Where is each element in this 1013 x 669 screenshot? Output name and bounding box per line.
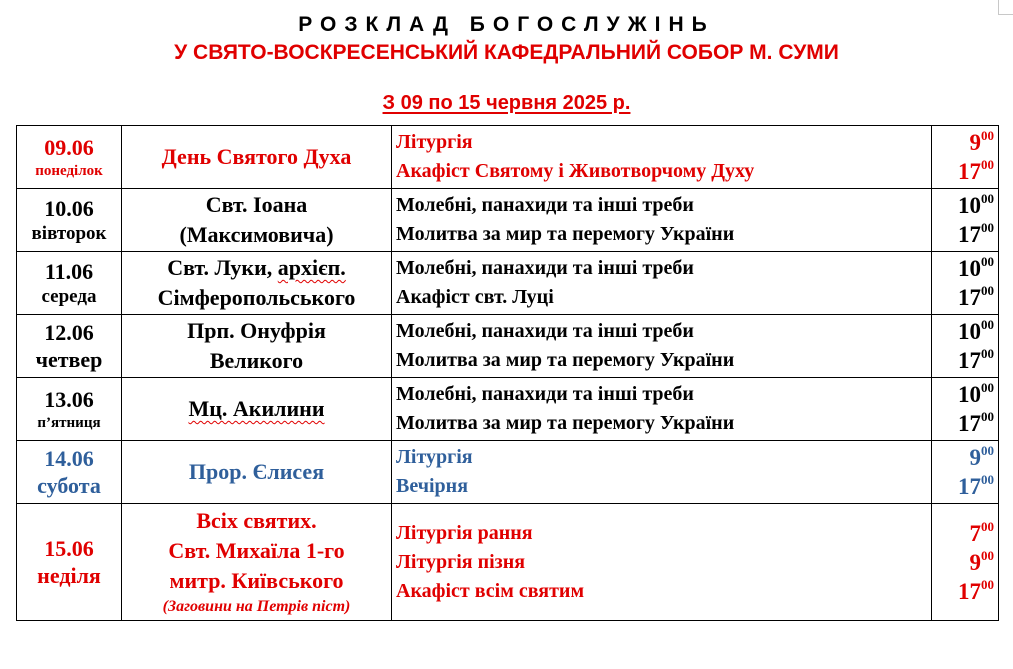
feast-name-cell — [122, 504, 392, 621]
service-time: $17^{00}$ — [958, 576, 994, 604]
services-cell — [392, 189, 932, 252]
service-time: $17^{00}$ — [958, 157, 994, 184]
times-cell — [932, 504, 999, 621]
service-time: $10^{00}$ — [958, 191, 994, 218]
feast-name: Свт. Іоана — [205, 192, 308, 217]
feast-name: Великого — [209, 348, 304, 373]
date-number: 15.06 — [44, 536, 94, 561]
service-item: Вечірня — [396, 475, 469, 497]
service-item: Молитва за мир та перемогу України — [396, 349, 735, 371]
services-cell — [392, 315, 932, 378]
service-item: Акафіст Святому і Животворчому Духу — [396, 160, 755, 182]
times-cell — [932, 189, 999, 252]
services-cell — [392, 252, 932, 315]
date-number: 12.06 — [44, 320, 94, 345]
service-item: Молебні, панахиди та інші треби — [396, 320, 694, 342]
weekday: четвер — [35, 347, 103, 372]
service-time: $10^{00}$ — [958, 317, 994, 344]
service-time: $17^{00}$ — [958, 409, 994, 436]
feast-name-cell — [122, 378, 392, 441]
times-cell — [932, 315, 999, 378]
service-time: $10^{00}$ — [958, 380, 994, 407]
service-time: $10^{00}$ — [958, 254, 994, 281]
table-row — [17, 378, 999, 441]
date-number: 13.06 — [44, 386, 94, 412]
date-cell — [17, 378, 122, 441]
service-time: $17^{00}$ — [958, 472, 994, 499]
service-item: Акафіст всім святим — [396, 579, 585, 602]
date-cell — [17, 441, 122, 504]
times-cell — [932, 441, 999, 504]
weekday: субота — [37, 473, 101, 498]
services-cell — [392, 504, 932, 621]
table-row — [17, 504, 999, 621]
feast-name-cell — [122, 441, 392, 504]
date-range-text: З 09 по 15 червня 2025 р. — [382, 92, 631, 114]
weekday: неділя — [37, 563, 101, 588]
service-time: $9^{00}$ — [969, 128, 994, 155]
service-time: $17^{00}$ — [958, 283, 994, 310]
weekday: середа — [41, 285, 97, 307]
date-number: 09.06 — [44, 134, 94, 160]
service-item: Літургія пізня — [396, 550, 526, 573]
date-cell — [17, 504, 122, 621]
feast-name-cell — [122, 126, 392, 189]
schedule-table — [16, 125, 999, 621]
fast-note: (Заговини на Петрів піст) — [162, 598, 351, 615]
service-time: $9^{00}$ — [969, 443, 994, 470]
service-time: $9^{00}$ — [969, 547, 994, 575]
feast-name: Сімферопольського — [157, 285, 356, 310]
date-cell — [17, 252, 122, 315]
date-cell — [17, 189, 122, 252]
service-item: Літургія — [396, 446, 473, 468]
service-time: $17^{00}$ — [958, 220, 994, 247]
service-time: $17^{00}$ — [958, 346, 994, 373]
table-row — [17, 441, 999, 504]
services-cell — [392, 126, 932, 189]
service-item: Молитва за мир та перемогу України — [396, 412, 735, 434]
date-number: 14.06 — [44, 446, 94, 471]
feast-name: День Святого Духа — [161, 144, 352, 169]
feast-name: Прор. Єлисея — [188, 459, 325, 484]
table-row — [17, 189, 999, 252]
date-cell — [17, 315, 122, 378]
service-item: Літургія рання — [396, 521, 533, 544]
service-item: Акафіст свт. Луці — [396, 286, 554, 308]
page-subtitle: У СВЯТО-ВОСКРЕСЕНСЬКИЙ КАФЕДРАЛЬНИЙ СОБОР М. СУМИ — [174, 41, 839, 64]
feast-name-cell — [122, 315, 392, 378]
date-number: 10.06 — [44, 195, 94, 221]
service-item: Молебні, панахиди та інші треби — [396, 194, 694, 216]
table-row — [17, 126, 999, 189]
services-cell — [392, 441, 932, 504]
page-title: РОЗКЛАД БОГОСЛУЖІНЬ — [298, 13, 715, 36]
service-item: Молитва за мир та перемогу України — [396, 223, 735, 245]
services-cell — [392, 378, 932, 441]
feast-name-part: архієп. — [277, 255, 346, 280]
times-cell — [932, 252, 999, 315]
feast-name: Всіх святих. — [196, 508, 317, 533]
date-number: 11.06 — [44, 258, 94, 284]
table-row — [17, 252, 999, 315]
service-item: Літургія — [396, 131, 473, 153]
service-item: Молебні, панахиди та інші треби — [396, 383, 694, 405]
feast-name: Свт. Луки, архієп. — [167, 255, 346, 280]
weekday: п’ятниця — [37, 414, 101, 431]
weekday: понеділок — [35, 162, 103, 179]
service-time: $7^{00}$ — [969, 518, 994, 546]
table-row — [17, 315, 999, 378]
feast-name: Мц. Акилини — [188, 396, 325, 421]
feast-name-cell — [122, 189, 392, 252]
weekday: вівторок — [31, 222, 107, 244]
feast-name: Свт. Михаїла 1-го — [168, 538, 345, 563]
feast-name-cell — [122, 252, 392, 315]
times-cell — [932, 126, 999, 189]
date-range — [0, 91, 1013, 115]
feast-name: митр. Київського — [169, 568, 344, 593]
feast-name: Прп. Онуфрія — [187, 318, 326, 343]
times-cell — [932, 378, 999, 441]
feast-name: (Максимовича) — [179, 222, 334, 247]
date-cell — [17, 126, 122, 189]
service-item: Молебні, панахиди та інші треби — [396, 257, 694, 279]
